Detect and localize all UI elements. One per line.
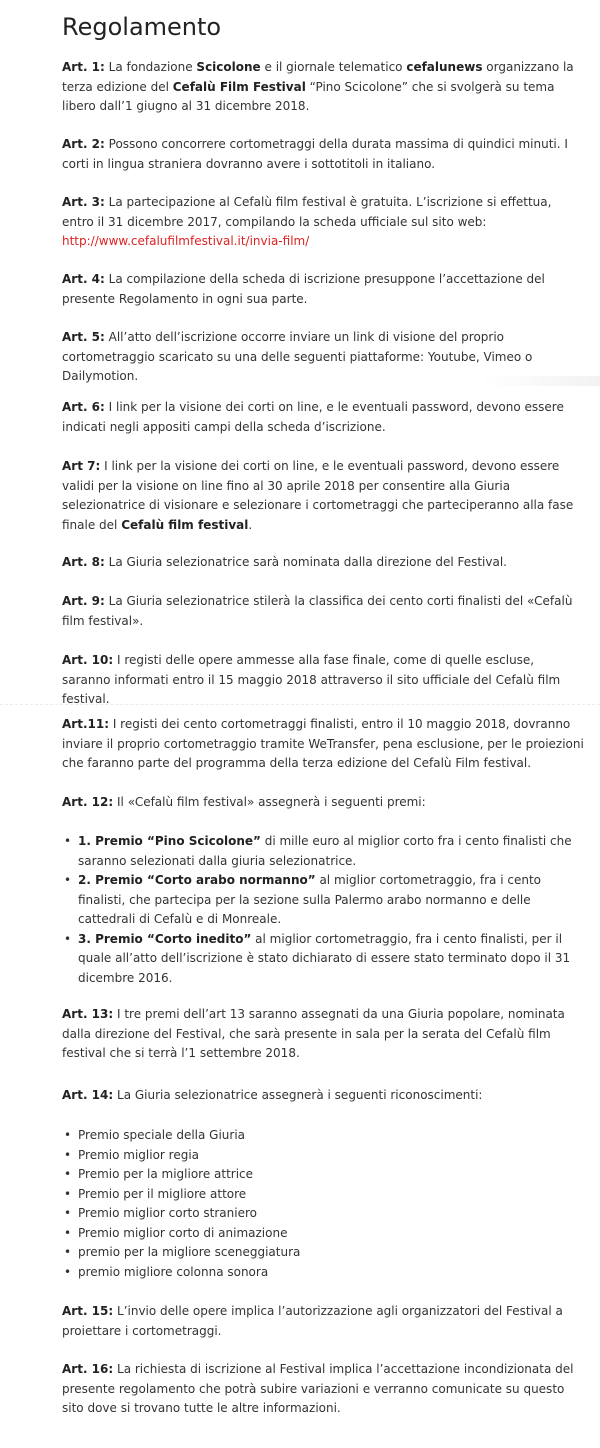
article-1-text-4: “Pino Scicolone” che si svolgerà su tema libero dall’1 giugno al 31 dicembre 2018. [62, 79, 555, 113]
article-6 [62, 398, 586, 437]
article-7 [62, 457, 586, 535]
article-6-label: Art. 6: [62, 400, 105, 414]
prize-item [62, 832, 586, 871]
award-item: • Premio miglior corto straniero [62, 1204, 586, 1224]
article-13-text: I tre premi dell’art 13 saranno assegnati da una Giuria popolare, nominata dalla direzione del Festival, che sarà presente in sala per la serata del Cefalù film festival che si terrà l’1 settembre 2018. [62, 1007, 565, 1060]
article-4 [62, 270, 586, 309]
article-8 [62, 553, 586, 573]
article-10-text: I registi delle opere ammesse alla fase finale, come di quelle escluse, saranno informati entro il 15 maggio 2018 attraverso il sito ufficiale del Cefalù film festival. [62, 653, 561, 706]
prize-2-title: 2. Premio “Corto arabo normanno” [78, 873, 316, 887]
article-9-text: La Giuria selezionatrice stilerà la classifica dei cento corti finalisti del «Cefalù film festival». [62, 594, 573, 628]
invia-film-link[interactable]: http://www.cefalufilmfestival.it/invia-film/ [62, 234, 310, 248]
article-12-text: Il «Cefalù film festival» assegnerà i seguenti premi: [113, 795, 426, 809]
article-1 [62, 58, 586, 117]
section-divider [0, 704, 600, 705]
article-8-label: Art. 8: [62, 555, 105, 569]
prize-3-title: 3. Premio “Corto inedito” [78, 931, 252, 946]
article-2 [62, 135, 586, 174]
article-6-text: I link per la visione dei corti on line, e le eventuali password, devono essere indicati negli appositi campi della scheda d’iscrizione. [62, 400, 564, 434]
article-15-label: Art. 15: [62, 1304, 114, 1318]
prize-2-text: al miglior cortometraggio, fra i cento finalisti, che partecipa per la sezione sulla Palermo arabo normanno e delle cattedrali di Cefalù e di Monreale. [78, 873, 541, 926]
award-item: • premio migliore colonna sonora [62, 1263, 586, 1283]
prize-3-text: al miglior cortometraggio, fra i cento finalisti, per il quale all’atto dell’iscrizione è stato dichiarato di essere stato terminato dopo il 31 dicembre 2016. [78, 931, 571, 985]
award-item: • Premio miglior regia [62, 1146, 586, 1166]
article-9 [62, 592, 586, 631]
article-15 [62, 1302, 586, 1341]
article-7-text: I link per la visione dei corti on line, e le eventuali password, devono essere validi per la visione on line fino al 30 aprile 2018 per consentire alla Giuria selezionatrice di visionare e selezionare i cortometraggi che parteciperanno alla fase finale del [62, 459, 574, 532]
article-13 [62, 1005, 586, 1064]
article-16-label: Art. 16: [62, 1362, 114, 1376]
article-8-text: La Giuria selezionatrice sarà nominata dalla direzione del Festival. [104, 555, 507, 569]
article-2-text: Possono concorrere cortometraggi della durata massima di quindici minuti. I corti in lingua straniera dovranno avere i sottotitoli in italiano. [62, 137, 568, 171]
article-7-bold-festival: Cefalù film festival [121, 517, 249, 532]
awards-list [62, 1126, 586, 1282]
article-14 [62, 1086, 586, 1106]
article-1-text-2: e il giornale telematico [260, 60, 407, 74]
award-item: • Premio miglior corto di animazione [62, 1224, 586, 1244]
article-15-text: L’invio delle opere implica l’autorizzazione agli organizzatori del Festival a proiettare i cortometraggi. [62, 1304, 563, 1338]
prize-1-title: 1. Premio “Pino Scicolone” [78, 834, 261, 848]
article-16 [62, 1360, 586, 1419]
prize-item [62, 930, 586, 989]
article-10-label: Art. 10: [62, 653, 114, 667]
article-12-label: Art. 12: [62, 795, 114, 809]
article-5-label: Art. 5: [62, 330, 105, 344]
shadow-strip [480, 376, 600, 386]
article-2-label: Art. 2: [62, 137, 105, 151]
article-11 [62, 715, 586, 774]
article-3 [62, 193, 586, 252]
article-4-text: La compilazione della scheda di iscrizione presuppone l’accettazione del presente Regolamento in ogni sua parte. [62, 272, 545, 306]
prize-item [62, 871, 586, 930]
article-1-bold-scicolone: Scicolone [196, 60, 261, 74]
article-4-label: Art. 4: [62, 272, 105, 286]
article-5-text: All’atto dell’iscrizione occorre inviare un link di visione del proprio cortometraggio scaricato su una delle seguenti piattaforme: Youtube, Vimeo o Dailymotion. [62, 330, 533, 383]
article-1-text: La fondazione [104, 60, 197, 74]
prize-1-text: di mille euro al miglior corto fra i cento finalisti che saranno selezionati dalla giuria selezionatrice. [78, 834, 572, 868]
article-14-label: Art. 14: [62, 1088, 114, 1102]
page-title: Regolamento [62, 13, 222, 41]
article-16-text: La richiesta di iscrizione al Festival implica l’accettazione incondizionata del presente regolamento che potrà subire variazioni e verranno comunicate su questo sito dove si trovano tutte le altre informazioni. [62, 1362, 574, 1415]
article-7-end: . [248, 517, 253, 532]
article-10 [62, 651, 586, 710]
article-3-label: Art. 3: [62, 195, 105, 209]
prize-list [62, 832, 586, 988]
award-item: • Premio speciale della Giuria [62, 1126, 586, 1146]
article-1-label: Art. 1: [62, 60, 105, 74]
article-11-text: I registi dei cento cortometraggi finalisti, entro il 10 maggio 2018, dovranno inviare il proprio cortometraggio tramite WeTransfer, pena esclusione, per le proiezioni che faranno parte del programma della terza edizione del Cefalù Film festival. [62, 717, 584, 770]
award-item: • Premio per il migliore attore [62, 1185, 586, 1205]
article-11-label: Art.11: [62, 717, 109, 731]
article-3-text: La partecipazione al Cefalù film festival è gratuita. L’iscrizione si effettua, entro il 31 dicembre 2017, compilando la scheda ufficiale sul sito web: [62, 195, 552, 229]
article-14-text: La Giuria selezionatrice assegnerà i seguenti riconoscimenti: [113, 1088, 483, 1102]
article-1-bold-cefalunews: cefalunews [406, 60, 483, 74]
article-1-bold-festival: Cefalù Film Festival [172, 79, 306, 94]
article-1-text-3: organizzano la terza edizione del [62, 60, 574, 94]
article-7-label: Art 7: [62, 459, 101, 473]
article-13-label: Art. 13: [62, 1007, 114, 1021]
award-item: • premio per la migliore sceneggiatura [62, 1243, 586, 1263]
award-item: • Premio per la migliore attrice [62, 1165, 586, 1185]
article-9-label: Art. 9: [62, 594, 105, 608]
article-12 [62, 793, 586, 813]
